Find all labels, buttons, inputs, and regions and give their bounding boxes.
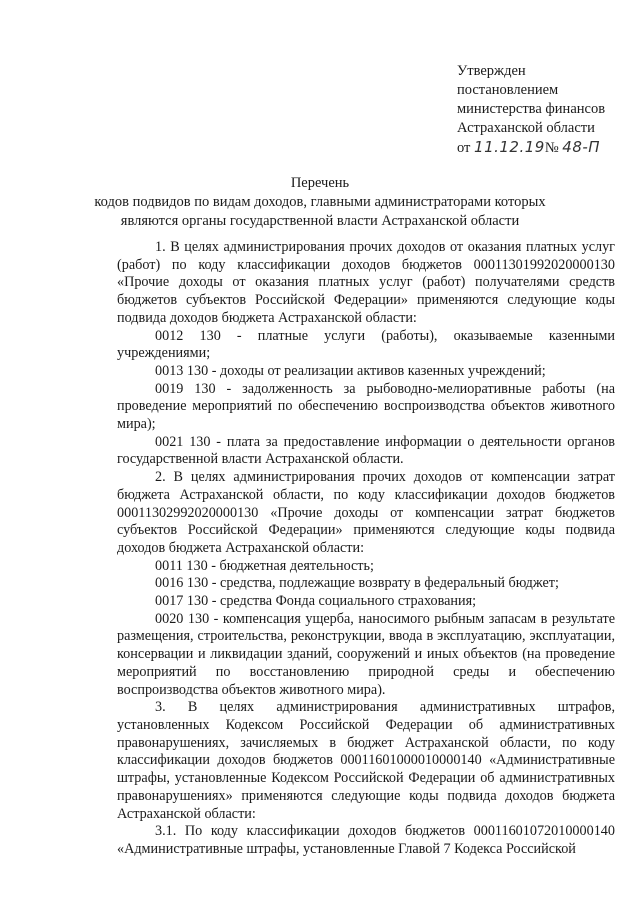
handwritten-number: 48-П [562,138,601,156]
paragraph-2: 2. В целях администрирования прочих доходов от компенсации затрат бюджета Астраханской области, по коду классификации доходов бюджетов 00011302992020000130 «Прочие доходы от компенсации затрат бюджетов субъектов Российской Федерации» применяются следующие коды подвида доходов бюджета Астраханской области: [117,469,615,556]
date-prefix: от [457,140,471,156]
item-0017: 0017 130 - средства Фонда социального страхования; [155,593,477,610]
paragraph-1: 1. В целях администрирования прочих доходов от оказания платных услуг (работ) по коду классификации доходов бюджетов 00011301992020000130 «Прочие доходы от оказания платных услуг (работ) получателями средств бюджетов субъектов Российской Федерации» применяются следующие коды подвида доходов бюджета Астраханской области: [117,239,615,326]
approval-line-4: Астраханской области [457,120,595,136]
handwritten-date: 11.12.19 [474,138,545,156]
document-subtitle-line-2: являются органы государственной власти Астраханской области [120,213,520,229]
item-0016: 0016 130 - средства, подлежащие возврату в федеральный бюджет; [155,575,559,592]
item-0013: 0013 130 - доходы от реализации активов казенных учреждений; [155,362,546,379]
item-0011: 0011 130 - бюджетная деятельность; [155,557,374,574]
document-title: Перечень [290,175,350,191]
item-0021: 0021 130 - плата за предоставление информации о деятельности органов государственной власти Астраханской области. [117,433,615,468]
approval-line-1: Утвержден [457,63,526,79]
paragraph-3-1: 3.1. По коду классификации доходов бюджетов 00011601072010000140 «Административные штрафы, установленные Главой 7 Кодекса Российской [117,823,615,857]
paragraph-3: 3. В целях администрирования административных штрафов, установленных Кодексом Российской Федерации об административных правонарушениях, зачисляемых в бюджет Астраханской области, по коду классификации доходов бюджетов 00011601000010000140 «Административные штрафы, установленные Кодексом Российской Федерации об административных правонарушениях» применяются следующие коды подвида доходов бюджета Астраханской области: [117,699,615,822]
item-0020: 0020 130 - компенсация ущерба, наносимого рыбным запасам в результате размещения, строительства, реконструкции, ввода в эксплуатацию, эксплуатации, консервации и ликвидации зданий, сооружений и иных объектов (на проведение мероприятий по восстановлению природной среды и обеспечению воспроизводства объектов животного мира). [117,610,615,698]
approval-date-line [457,138,605,158]
document-subtitle-line-1: кодов подвидов по видам доходов, главными администраторами которых [94,194,546,210]
approval-line-2: постановлением [457,82,559,98]
number-label: № [544,140,559,156]
item-0019: 0019 130 - задолженность за рыбоводно-мелиоративные работы (на проведение мероприятий по обеспечению воспроизводства объектов животного мира); [117,380,615,433]
item-0012: 0012 130 - платные услуги (работы), оказываемые казенными учреждениями; [117,327,615,362]
approval-stamp-block [457,62,605,158]
document-body [117,239,615,859]
approval-line-3: министерства финансов [457,101,606,117]
